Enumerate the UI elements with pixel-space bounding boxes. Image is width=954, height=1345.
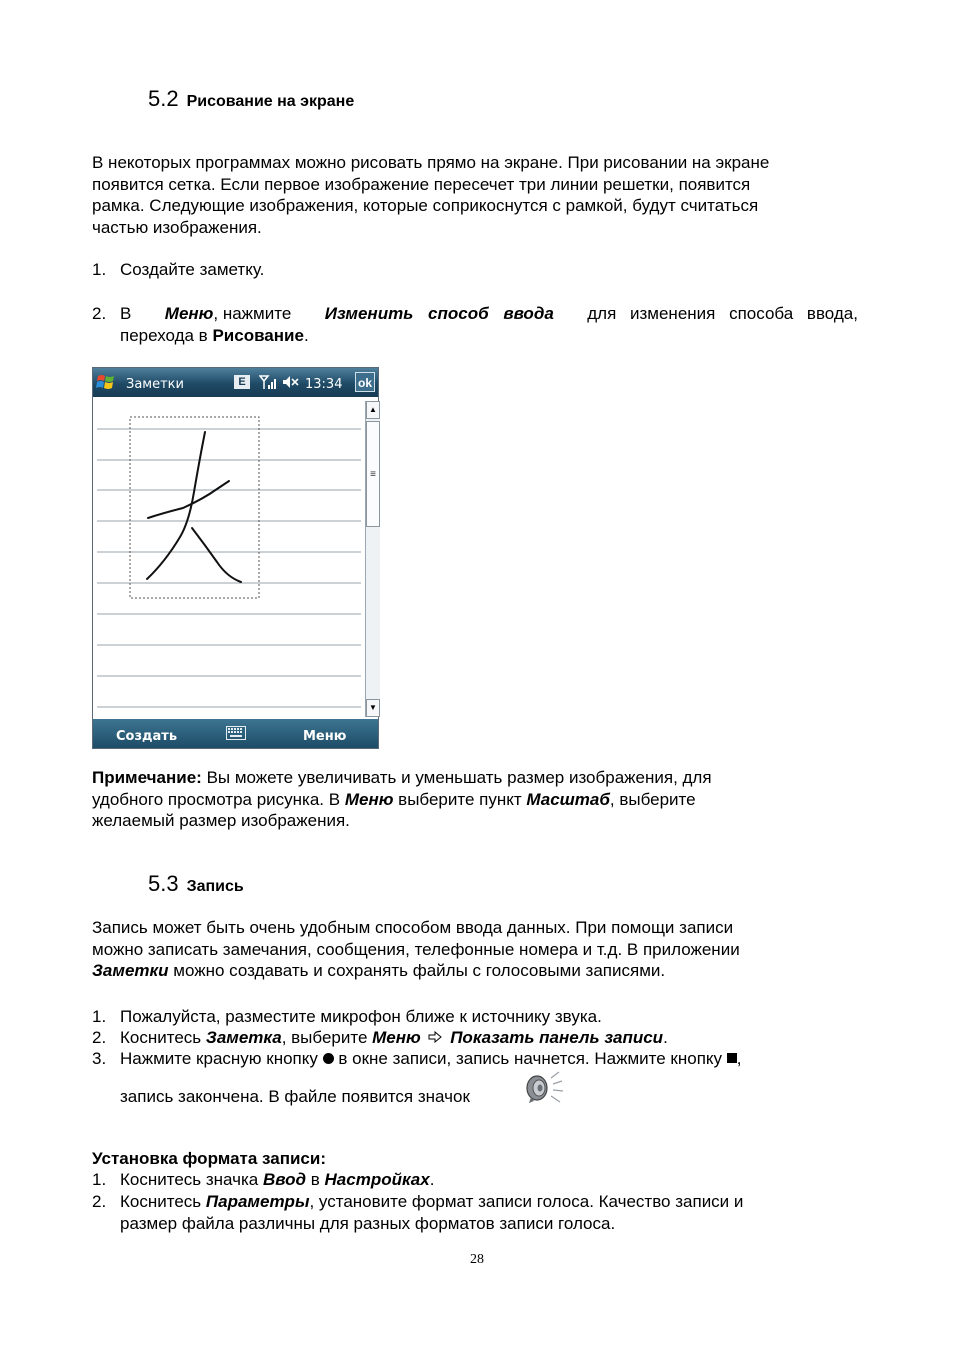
section-number: 5.2 bbox=[148, 86, 179, 111]
page-number: 28 bbox=[470, 1252, 484, 1267]
note-label: Примечание: bbox=[92, 768, 202, 787]
format-heading bbox=[92, 1148, 858, 1170]
scrollbar[interactable] bbox=[365, 401, 380, 717]
step-text: в окне записи, запись начнется. Нажмите кнопку bbox=[338, 1049, 723, 1068]
list-item bbox=[92, 303, 858, 346]
settings-term: Настройках bbox=[324, 1170, 430, 1189]
list-item bbox=[92, 1027, 858, 1049]
menu-softkey[interactable]: Меню bbox=[303, 729, 347, 744]
text-line bbox=[92, 960, 858, 982]
section-heading-5-3 bbox=[148, 873, 244, 898]
step-text: Коснитесь bbox=[120, 1028, 202, 1047]
action-term: Изменить способ ввода bbox=[324, 304, 554, 323]
device-screenshot bbox=[92, 367, 379, 749]
note-text: Вы можете увеличивать и уменьшать размер изображения, для bbox=[206, 768, 712, 787]
list-item bbox=[92, 1169, 858, 1191]
handwritten-drawing bbox=[147, 432, 241, 582]
input-term: Ввод bbox=[263, 1170, 307, 1189]
section-number: 5.3 bbox=[148, 871, 179, 896]
step-text: , установите формат записи голоса. Качество записи и bbox=[309, 1192, 744, 1211]
sound-file-icon bbox=[522, 1070, 564, 1106]
text-line: В некоторых программах можно рисовать прямо на экране. При рисовании на экране bbox=[92, 153, 770, 172]
step-text: перехода в bbox=[120, 325, 208, 345]
step-text: для изменения способа ввода, bbox=[587, 304, 858, 323]
ok-button[interactable]: ok bbox=[355, 372, 375, 392]
selection-frame bbox=[130, 417, 259, 598]
list-number: 1. bbox=[92, 260, 107, 279]
step-text: . bbox=[429, 1170, 435, 1189]
text-line: частью изображения. bbox=[92, 217, 262, 237]
step-text: можно создавать и сохранять файлы с голосовыми записями. bbox=[173, 961, 666, 981]
drawing-term: Рисование bbox=[212, 325, 304, 345]
list-text bbox=[120, 1027, 858, 1049]
network-indicator: E bbox=[234, 375, 250, 389]
text-line bbox=[92, 789, 858, 811]
step-text: в bbox=[310, 1170, 320, 1189]
note-term: Заметка bbox=[205, 1028, 282, 1047]
step-text: . bbox=[303, 325, 309, 345]
arrow-right-icon bbox=[428, 1031, 442, 1043]
list-text: Создайте заметку. bbox=[120, 260, 265, 279]
list-item bbox=[92, 1006, 858, 1028]
create-softkey[interactable]: Создать bbox=[116, 729, 178, 744]
list-text: Пожалуйста, разместите микрофон ближе к источнику звука. bbox=[120, 1007, 602, 1026]
list-item bbox=[92, 259, 858, 281]
step-text: Коснитесь bbox=[120, 1192, 202, 1211]
list-text bbox=[120, 1191, 858, 1213]
scroll-down-button[interactable]: ▼ bbox=[366, 699, 380, 717]
step-text: . bbox=[663, 1028, 668, 1047]
app-title: Заметки bbox=[126, 377, 184, 392]
action-term: Показать панель записи bbox=[450, 1028, 664, 1047]
note-paragraph bbox=[92, 767, 858, 832]
menu-term: Меню bbox=[372, 1028, 421, 1047]
note-text: выберите пункт bbox=[398, 789, 522, 809]
signal-icon bbox=[259, 374, 277, 390]
drawing-canvas[interactable] bbox=[93, 397, 363, 719]
clock: 13:34 bbox=[305, 377, 343, 392]
list-item bbox=[92, 1191, 858, 1234]
note-text: , выберите bbox=[609, 789, 696, 809]
keyboard-icon[interactable] bbox=[226, 726, 246, 740]
step-text: , bbox=[736, 1049, 742, 1068]
volume-icon bbox=[282, 374, 300, 390]
record-button-icon bbox=[323, 1053, 334, 1064]
list-number: 3. bbox=[92, 1049, 107, 1068]
text-line: появится сетка. Если первое изображение пересечет три линии решетки, появится bbox=[92, 174, 751, 194]
list-number: 2. bbox=[92, 1028, 107, 1047]
text-line: Запись может быть очень удобным способом ввода данных. При помощи записи bbox=[92, 918, 734, 937]
title-bar bbox=[93, 368, 378, 397]
intro-paragraph-5-2 bbox=[92, 152, 858, 238]
intro-paragraph-5-3 bbox=[92, 917, 858, 982]
section-title: Рисование на экране bbox=[186, 93, 355, 110]
step-text: Нажмите красную кнопку bbox=[120, 1049, 318, 1068]
menu-bar bbox=[93, 719, 378, 748]
list-text-line2 bbox=[120, 325, 858, 347]
list-text-line1 bbox=[120, 303, 858, 325]
list-number: 2. bbox=[92, 1192, 107, 1211]
section-title: Запись bbox=[186, 878, 244, 895]
zoom-term: Масштаб bbox=[526, 789, 610, 809]
text-line: можно записать замечания, сообщения, телефонные номера и т.д. В приложении bbox=[92, 939, 740, 959]
list-text: запись закончена. В файле появится значок bbox=[120, 1087, 470, 1106]
text-line: желаемый размер изображения. bbox=[92, 811, 350, 831]
app-term: Заметки bbox=[92, 961, 169, 981]
menu-term: Меню bbox=[164, 304, 214, 323]
list-item bbox=[92, 1048, 858, 1070]
windows-start-icon[interactable] bbox=[96, 372, 116, 392]
stop-button-icon bbox=[727, 1053, 737, 1063]
menu-term: Меню bbox=[344, 789, 394, 809]
step-text: , нажмите bbox=[213, 304, 292, 323]
list-text: размер файла различны для разных форматов записи голоса. bbox=[120, 1213, 616, 1233]
note-text: удобного просмотра рисунка. В bbox=[92, 789, 341, 809]
step-text: Коснитесь значка bbox=[120, 1170, 259, 1189]
text-line: рамка. Следующие изображения, которые соприкоснутся с рамкой, будут считаться bbox=[92, 196, 759, 216]
step-text: В bbox=[120, 304, 132, 323]
list-text bbox=[120, 1048, 858, 1070]
step-menu-group bbox=[165, 303, 292, 325]
section-heading-5-2 bbox=[148, 88, 354, 113]
list-item-continuation bbox=[92, 1086, 858, 1108]
ruled-lines bbox=[97, 429, 361, 707]
list-number: 1. bbox=[92, 1170, 107, 1189]
list-text bbox=[120, 1169, 858, 1191]
step-text: , выберите bbox=[281, 1028, 368, 1047]
list-number: 2. bbox=[92, 304, 107, 323]
format-heading-text: Установка формата записи: bbox=[92, 1149, 326, 1168]
list-number: 1. bbox=[92, 1007, 107, 1026]
params-term: Параметры bbox=[205, 1192, 310, 1211]
scroll-thumb[interactable]: ≡ bbox=[366, 421, 380, 527]
text-line bbox=[92, 767, 858, 789]
scroll-up-button[interactable]: ▲ bbox=[366, 401, 380, 419]
